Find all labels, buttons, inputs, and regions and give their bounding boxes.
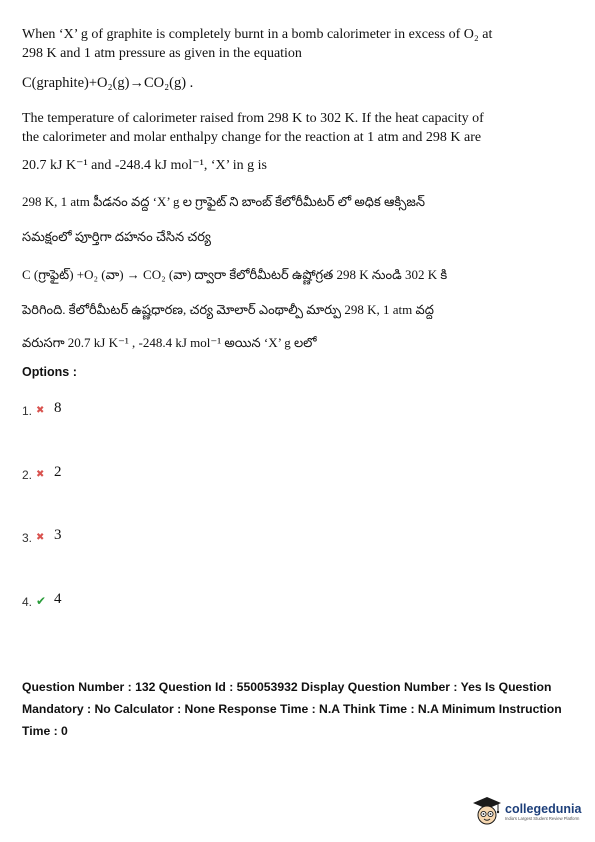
option-number: 2. — [22, 468, 33, 482]
option-value: 3 — [54, 527, 62, 543]
question-en-line-2: 298 K and 1 atm pressure as given in the equation — [22, 46, 302, 61]
option-value: 4 — [54, 591, 62, 607]
question-te-line-3: C (గ్రాఫైట్) +O₂ (వా) → CO₂ (వా) ద్వారా కేలోరీమీటర్ ఉష్ణోగ్రత 298 K నుండి 302 K కి — [22, 267, 448, 282]
question-en-line-1: When ‘X’ g of graphite is completely burnt in a bomb calorimeter in excess of O₂ at — [22, 27, 493, 42]
option-4[interactable] — [22, 591, 62, 609]
check-icon: ✔ — [36, 594, 47, 608]
option-number: 4. — [22, 595, 33, 609]
question-en-line-5: 20.7 kJ K⁻¹ and -248.4 kJ mol⁻¹, ‘X’ in g is — [22, 158, 267, 173]
question-te-line-4: పెరిగింది. కేలోరీమీటర్ ఉష్ణధారణ, చర్య మోలార్ ఎంథాల్పీ మార్పు 298 K, 1 atm వద్ద — [22, 302, 434, 317]
cross-icon: ✖ — [36, 532, 45, 543]
question-te-line-2: సమక్షంలో పూర్తిగా దహనం చేసిన చర్య — [22, 229, 211, 244]
cross-icon: ✖ — [36, 405, 45, 416]
question-en-line-3: The temperature of calorimeter raised from 298 K to 302 K. If the heat capacity of — [22, 111, 484, 126]
options-heading: Options : — [22, 365, 77, 379]
question-te-line-1: 298 K, 1 atm పీడనం వద్ద ‘X’ g ల గ్రాఫైట్ ని బాంబ్ కేలోరీమీటర్ లో అధిక ఆక్సిజన్ — [22, 194, 426, 209]
brand-tagline: India's Largest Student Review Platform — [505, 816, 580, 821]
question-metadata: Question Number : 132 Question Id : 550053932 Display Question Number : Yes Is Question Mandatory : No Calculator : None Response Time : N.A Think Time : N.A Minimum Instruction Time : 0 — [22, 680, 562, 738]
student-mascot-icon — [472, 796, 502, 828]
reaction-equation: C(graphite)+O₂(g)→CO₂(g) . — [22, 75, 194, 91]
question-te-line-5: వరుసగా 20.7 kJ K⁻¹ , -248.4 kJ mol⁻¹ అయిన ‘X’ g లలో — [22, 335, 317, 350]
option-number: 3. — [22, 531, 33, 545]
option-number: 1. — [22, 404, 33, 418]
brand-name: collegedunia — [505, 802, 582, 816]
option-value: 2 — [54, 464, 62, 480]
option-3[interactable] — [22, 527, 62, 545]
option-1[interactable] — [22, 400, 62, 418]
collegedunia-logo[interactable] — [472, 796, 581, 828]
option-2[interactable] — [22, 464, 62, 482]
option-value: 8 — [54, 400, 62, 416]
cross-icon: ✖ — [36, 469, 45, 480]
question-en-line-4: the calorimeter and molar enthalpy change for the reaction at 1 atm and 298 K are — [22, 130, 482, 145]
